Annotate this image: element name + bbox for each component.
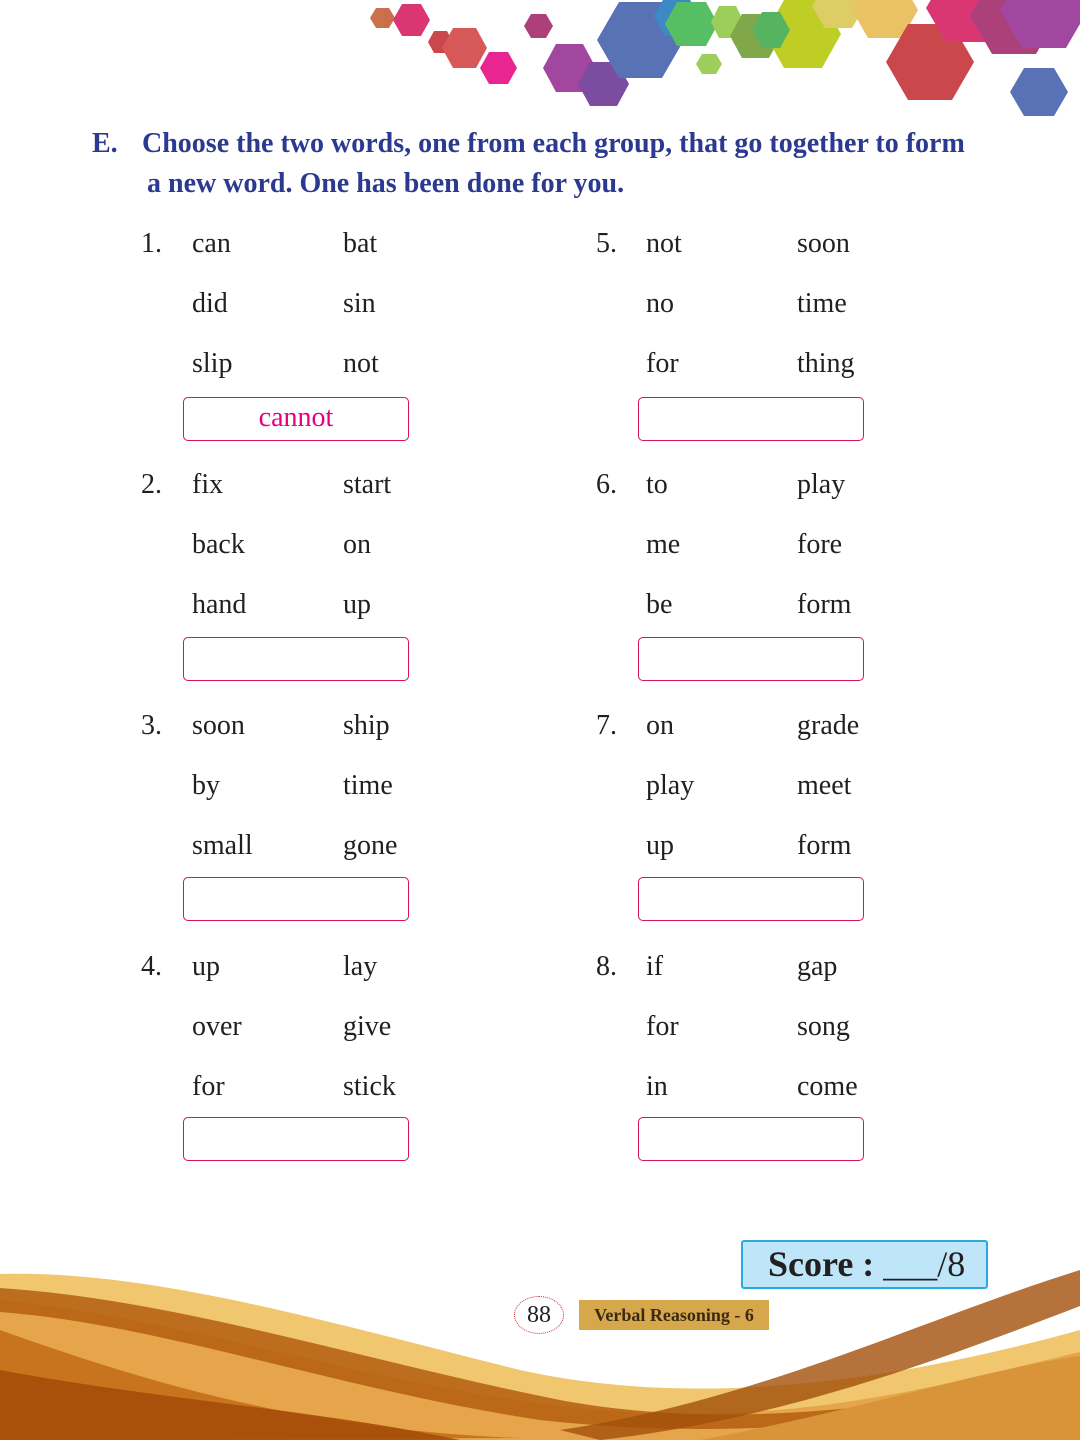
decorative-hexagon-header — [0, 0, 1080, 130]
right-word: form — [797, 589, 852, 620]
left-word: hand — [192, 589, 247, 620]
right-word: meet — [797, 770, 852, 801]
question-number: 7. — [596, 710, 617, 741]
right-word: grade — [797, 710, 860, 741]
right-word: song — [797, 1011, 850, 1042]
right-word: bat — [343, 228, 378, 259]
answer-box[interactable] — [638, 397, 864, 441]
question-1 — [141, 228, 461, 458]
right-word: time — [343, 770, 393, 801]
left-word: for — [192, 1071, 225, 1102]
question-8 — [596, 951, 916, 1181]
question-7 — [596, 710, 916, 940]
question-number: 3. — [141, 710, 162, 741]
right-word: soon — [797, 228, 850, 259]
question-number: 8. — [596, 951, 617, 982]
instruction-line-2: a new word. One has been done for you. — [147, 168, 625, 199]
right-word: form — [797, 830, 852, 861]
score-total: /8 — [937, 1244, 966, 1284]
left-word: for — [646, 348, 679, 379]
left-word: in — [646, 1071, 668, 1102]
right-word: come — [797, 1071, 858, 1102]
right-word: sin — [343, 288, 376, 319]
left-word: up — [646, 830, 674, 861]
answer-box[interactable] — [638, 1117, 864, 1161]
question-number: 2. — [141, 469, 162, 500]
book-title-tag: Verbal Reasoning - 6 — [579, 1300, 769, 1330]
right-word: lay — [343, 951, 378, 982]
right-word: play — [797, 469, 846, 500]
right-word: on — [343, 529, 371, 560]
right-word: gone — [343, 830, 398, 861]
right-word: ship — [343, 710, 390, 741]
exercise-letter: E. — [92, 128, 118, 159]
question-number: 1. — [141, 228, 162, 259]
page-number: 88 — [514, 1296, 564, 1334]
score-blank[interactable]: ___ — [883, 1244, 938, 1284]
left-word: if — [646, 951, 664, 982]
answer-box[interactable] — [638, 877, 864, 921]
score-box — [741, 1240, 988, 1289]
question-4 — [141, 951, 461, 1181]
left-word: did — [192, 288, 228, 319]
question-number: 5. — [596, 228, 617, 259]
answer-box[interactable] — [183, 1117, 409, 1161]
right-word: stick — [343, 1071, 396, 1102]
question-6 — [596, 469, 916, 699]
left-word: to — [646, 469, 668, 500]
question-2 — [141, 469, 461, 699]
left-word: me — [646, 529, 681, 560]
left-word: play — [646, 770, 695, 801]
answer-box[interactable] — [183, 637, 409, 681]
left-word: slip — [192, 348, 233, 379]
left-word: can — [192, 228, 231, 259]
answer-box[interactable] — [638, 637, 864, 681]
left-word: no — [646, 288, 674, 319]
left-word: for — [646, 1011, 679, 1042]
question-number: 6. — [596, 469, 617, 500]
question-3 — [141, 710, 461, 940]
right-word: start — [343, 469, 392, 500]
right-word: time — [797, 288, 847, 319]
left-word: back — [192, 529, 245, 560]
left-word: soon — [192, 710, 245, 741]
left-word: up — [192, 951, 220, 982]
answer-box[interactable]: cannot — [183, 397, 409, 441]
question-number: 4. — [141, 951, 162, 982]
right-word: up — [343, 589, 371, 620]
right-word: not — [343, 348, 379, 379]
left-word: by — [192, 770, 220, 801]
right-word: give — [343, 1011, 392, 1042]
left-word: fix — [192, 469, 224, 500]
question-5 — [596, 228, 916, 458]
left-word: on — [646, 710, 674, 741]
right-word: fore — [797, 529, 843, 560]
left-word: small — [192, 830, 253, 861]
score-label: Score : — [768, 1244, 875, 1284]
answer-box[interactable] — [183, 877, 409, 921]
left-word: not — [646, 228, 682, 259]
instruction-line-1: Choose the two words, one from each group, that go together to form — [142, 128, 965, 159]
right-word: thing — [797, 348, 855, 379]
left-word: be — [646, 589, 673, 620]
left-word: over — [192, 1011, 242, 1042]
right-word: gap — [797, 951, 838, 982]
